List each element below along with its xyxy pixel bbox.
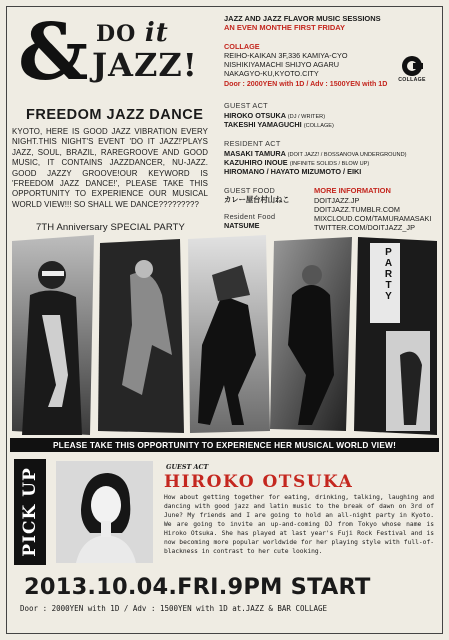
pickup-guest-label: GUEST ACT — [166, 463, 209, 471]
info-link-4[interactable]: TWITTER.COM/DOITJAZZ_JP — [314, 223, 415, 232]
resident-act-note: (INFINITE SOLIDS / BLOW UP) — [289, 161, 370, 167]
collage-logo — [392, 56, 432, 86]
photo-dancers-legs — [188, 235, 270, 433]
pickup-guest-name: HIROKO OTSUKA — [164, 472, 354, 492]
venue-label: COLLAGE — [224, 42, 260, 51]
door-footer: Door : 2000YEN with 1D / Adv : 1500YEN with 1D at.JAZZ & BAR COLLAGE — [20, 604, 328, 613]
anniversary-title: 7TH Anniversary SPECIAL PARTY — [36, 222, 185, 233]
venue-address-3: NAKAGYO-KU,KYOTO.CITY — [224, 69, 319, 78]
intro-text: KYOTO, HERE IS GOOD JAZZ VIBRATION EVERY NIGHT.THIS NIGHT'S EVENT 'DO IT JAZZ!'PLAYS JAZZ, SOUL, BRAZIL, RAREGROOVE AND GOOD MUSIC, IT CONTAINS JAZZDANCER, NU-JAZZ. GOOD JAZZY GROOVE!OUR KEYWORD IS 'FREEDOM JAZZ DANCE!', PLEASE TAKE THIS OPPORTUNITY TO EXPERIENCE OUR MUSICAL WORLD VIEW!!! SO SHALL WE DANCE????????? — [12, 127, 208, 209]
pickup-tab-label: PICK UP — [20, 467, 40, 557]
event-subtitle: FREEDOM JAZZ DANCE — [26, 107, 204, 123]
collage-logo-text: COLLAGE — [398, 77, 426, 83]
photo-party-sign — [354, 237, 437, 435]
guest-act-note: (COLLAGE) — [303, 123, 334, 129]
info-link-2[interactable]: DOITJAZZ.TUMBLR.COM — [314, 205, 400, 214]
venue-door: Door : 2000YEN with 1D / Adv : 1500YEN with 1D — [224, 80, 388, 88]
event-date: 2013.10.04.FRI.9PM START — [24, 574, 371, 600]
logo-do-it — [96, 18, 169, 48]
logo-ampersand: & — [18, 7, 89, 98]
pickup-bio: How about getting together for eating, drinking, talking, laughing and dancing with good jazz and latin music to the break of dawn on 3rd of June? My friends and I are going to hold an all-night party in Kyoto. We are going to invite an up-and-coming DJ from Tokyo whose name is Hiroko Otsuka. She has played at last year's Fuji Rock Festival and is now becoming more popular worldwide for her playing style with full-of-blackness in contrast to her cute looking. — [164, 494, 434, 556]
venue-address-2: NISHIKIYAMACHI SHIJYO AGARU — [224, 60, 340, 69]
guest-act-name: TAKESHI YAMAGUCHI — [224, 120, 302, 129]
pickup-tab — [14, 459, 46, 565]
resident-act-name: MASAKI TAMURA — [224, 149, 286, 158]
resident-act-name: HIROMANO / HAYATO MIZUMOTO / EIKI — [224, 167, 362, 176]
guest-act-note: (DJ / WRITER) — [287, 114, 326, 120]
tagline: JAZZ AND JAZZ FLAVOR MUSIC SESSIONS — [224, 14, 381, 23]
info-link-1[interactable]: DOITJAZZ.JP — [314, 196, 360, 205]
resident-act-note: (DOIT JAZZ! / BOSSANOVA UNDERGROUND) — [287, 152, 407, 158]
resident-food-label: Resident Food — [224, 212, 276, 221]
venue-address-1: REIHO-KAIKAN 3F,336 KAMIYA-CYO — [224, 51, 348, 60]
guest-act-label: GUEST ACT — [224, 101, 268, 110]
info-link-3[interactable]: MIXCLOUD.COM/TAMURAMASAKI — [314, 214, 432, 223]
guest-portrait-image — [56, 461, 153, 563]
resident-food-name: NATSUME — [224, 221, 260, 230]
collage-logo-icon — [402, 56, 422, 76]
photo-saxophonist — [12, 235, 94, 435]
guest-act-item — [224, 120, 334, 131]
guest-portrait — [56, 461, 153, 563]
guest-act-name: HIROKO OTSUKA — [224, 111, 286, 120]
photo-strip — [12, 235, 437, 435]
guest-food-name: カレー屋台村山ねこ — [224, 195, 290, 204]
photo-couple-dancing — [270, 237, 352, 431]
logo-do: DO — [96, 21, 137, 47]
more-info-label: MORE INFORMATION — [314, 186, 391, 195]
logo-it: it — [144, 18, 169, 48]
schedule: AN EVEN MONTHE FIRST FRIDAY — [224, 23, 345, 32]
resident-act-item — [224, 167, 361, 176]
guest-food-label: GUEST FOOD — [224, 186, 276, 195]
banner: PLEASE TAKE THIS OPPORTUNITY TO EXPERIENCE HER MUSICAL WORLD VIEW! — [10, 438, 439, 452]
resident-act-label: RESIDENT ACT — [224, 139, 281, 148]
resident-act-name: KAZUHIRO INOUE — [224, 158, 288, 167]
party-sign-text: PARTY — [383, 247, 394, 302]
photo-dancer-dark — [98, 239, 184, 433]
logo-jazz: JAZZ! — [92, 46, 198, 84]
